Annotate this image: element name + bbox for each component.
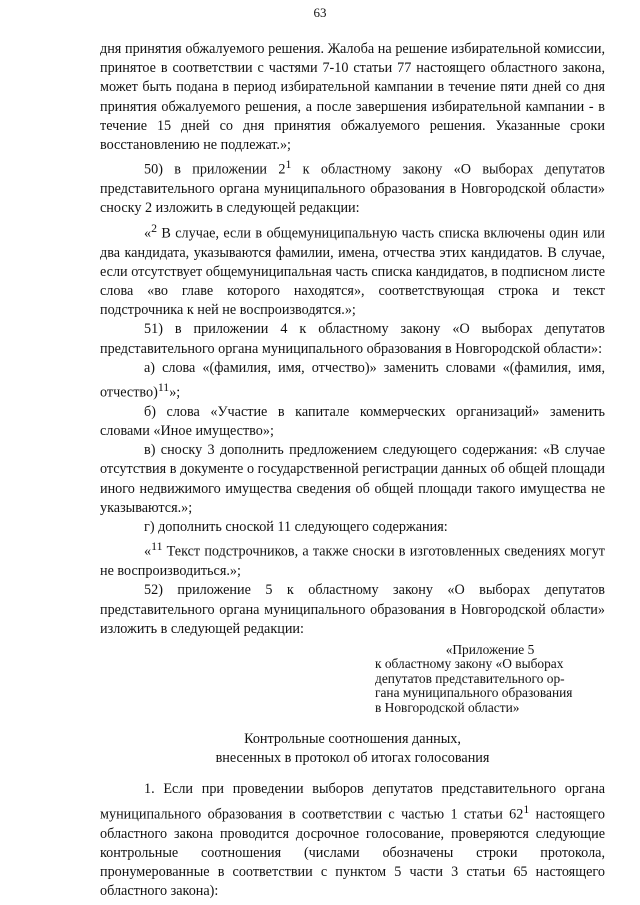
appendix-line: «Приложение 5: [445, 642, 535, 658]
superscript: 1: [523, 801, 530, 816]
paragraph-item-51: 51) в приложении 4 к областному закону «О выборах депутатов представительного органа муниципального образования в Новгородской области»:: [100, 321, 605, 357]
paragraph-footnote-2: «$^2$ В случае, если в общемуниципальную часть списка включены один или два кандидата, указываются фамилии, имена, отчества этих кандидатов. В случае, если отсутствует общемуниципальная часть списка кандидатов, в подписном листе слова «во главе которого находятся», соответствующая строка и текст подстрочника к ней не воспроизводятся.»;: [100, 220, 605, 319]
appendix-line: гана муниципального образования: [375, 685, 573, 701]
paragraph-control-ratios: 1. Если при проведении выборов депутатов представительного органа муниципального образования в соответствии с частью 1 статьи $62^1$ настоящего областного закона проводится досрочное голосование, проверяются следующие контрольные соотношения (числами обозначены строки протокола, пронумерованные в соответствии с пунктом 5 части 3 статьи 65 настоящего областного закона):: [100, 781, 605, 900]
paragraph-item-51a: а) слова «(фамилия, имя, отчество)» заменить словами «(фамилия, имя, отчество)$^{11}$»;: [100, 359, 605, 401]
paragraph-item-51c: в) сноску 3 дополнить предложением следующего содержания: «В случае отсутствия в документе о государственной регистрации данных об общей площади иного недвижимого имущества сведения об общей площади такого имущества не указываются.»;: [100, 442, 605, 516]
superscript: 11: [157, 379, 170, 394]
paragraph-complaint-deadline: дня принятия обжалуемого решения. Жалоба на решение избирательной комиссии, принятое в соответствии с частями 7-10 статьи 77 настоящего областного закона, может быть подана в период избирательной кампании в течение пяти дней со дня принятия обжалуемого решения, а после завершения избирательной кампании - в течение 15 дней со дня принятия обжалуемого решения. Указанные сроки восстановлению не подлежат.»;: [100, 41, 605, 154]
document-body: [100, 40, 605, 901]
paragraph-footnote-11: «$^{11}$ Текст подстрочников, а также сноски в изготовленных сведениях могут не воспроизводиться.»;: [100, 539, 605, 580]
paragraph-item-52: 52) приложение 5 к областному закону «О выборах депутатов представительного органа муниципального образования в Новгородской области» изложить в следующей редакции:: [100, 582, 605, 637]
superscript: 1: [285, 157, 292, 172]
superscript: 2: [151, 220, 158, 235]
paragraph-item-51b: б) слова «Участие в капитале коммерческих организаций» заменить словами «Иное имущество»;: [100, 403, 605, 440]
appendix-line: депутатов представительного ор-: [375, 670, 565, 686]
paragraph-item-50: 50) в приложении $2^1$ к областному закону «О выборах депутатов представительного органа муниципального образования в Новгородской области» сноску 2 изложить в следующей редакции:: [100, 157, 605, 217]
paragraph-item-51d: г) дополнить сноской 11 следующего содержания:: [144, 519, 448, 536]
appendix-header: [375, 643, 605, 715]
superscript: 11: [151, 539, 163, 554]
page-number: 63: [313, 5, 327, 20]
appendix-line: к областному закону «О выборах: [375, 656, 564, 672]
appendix-line: в Новгородской области»: [375, 699, 520, 715]
section-title: Контрольные соотношения данных, внесенных в протокол об итогах голосования: [215, 731, 490, 767]
